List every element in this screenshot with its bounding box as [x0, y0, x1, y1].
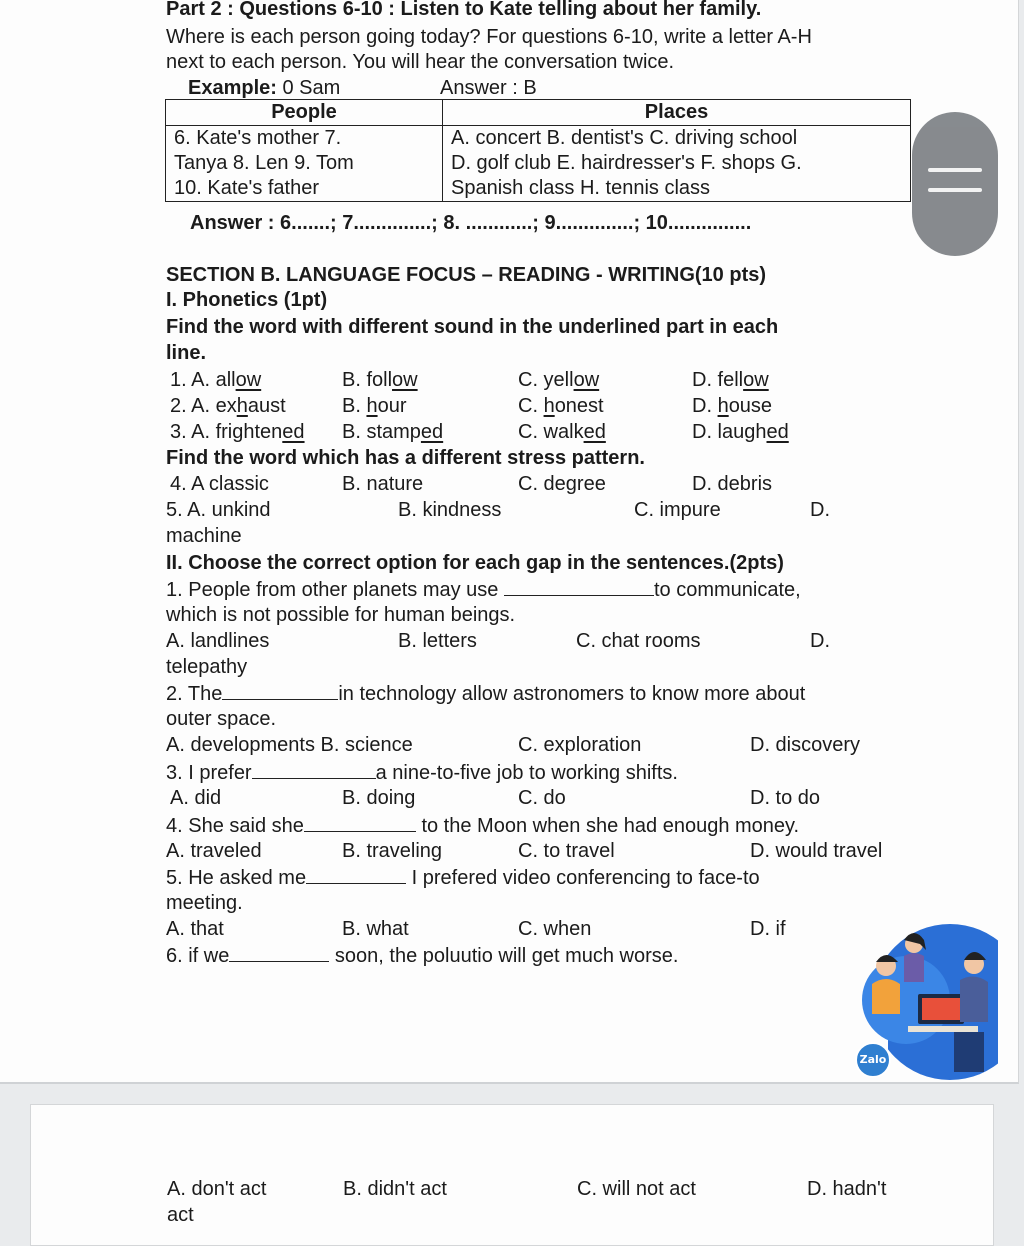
gap-q5-b: B. what: [342, 918, 409, 940]
option-text: aust: [247, 395, 286, 417]
sentence-text: 4. She said she: [166, 815, 304, 837]
gap-q2-d: D. discovery: [750, 734, 861, 756]
underlined-part: ed: [766, 421, 789, 443]
option-text: onest: [554, 395, 604, 417]
sentence-text: to communicate,: [653, 579, 801, 601]
gap-q1-a: A. landlines: [166, 630, 270, 652]
phonetics-q2-d: [692, 394, 772, 418]
underlined-part: ow: [235, 369, 262, 391]
underlined-part: h: [717, 395, 729, 417]
underlined-part: ed: [420, 421, 444, 443]
q6-option-d-wrap: act: [167, 1204, 194, 1226]
header-people: People: [166, 100, 443, 126]
phonetics-q1-c: [518, 368, 599, 392]
gap-q1-line-2: which is not possible for human beings.: [166, 604, 516, 626]
gap-q5-c: C. when: [518, 918, 592, 940]
gap-q5-line: [166, 865, 760, 890]
stress-q5-d-wrap: machine: [166, 525, 242, 547]
answer-blank[interactable]: [306, 865, 406, 884]
places-line: A. concert B. dentist's C. driving school: [451, 127, 798, 149]
option-text: D.: [692, 395, 718, 417]
sentence-text: 2. The: [166, 683, 223, 705]
phonetics-q2-b: [342, 394, 406, 418]
option-text: 3. A. frighten: [170, 421, 283, 443]
stress-q4-c: C. degree: [518, 473, 606, 495]
answer-blank[interactable]: [229, 943, 329, 962]
gap-q5-a: A. that: [166, 918, 224, 940]
sentence-text: a nine-to-five job to working shifts.: [375, 762, 678, 784]
option-text: B. stamp: [342, 421, 421, 443]
gap-q5-d: D. if: [750, 918, 786, 940]
gap-q1-b: B. letters: [398, 630, 477, 652]
example-line: [188, 76, 340, 100]
part-ii-heading: II. Choose the correct option for each gap in the sentences.(2pts): [166, 552, 784, 574]
underlined-part: h: [543, 395, 555, 417]
option-text: 1. A. all: [170, 369, 236, 391]
answer-blank[interactable]: [504, 577, 654, 596]
sentence-text: I prefered video conferencing to face-to: [411, 867, 760, 889]
part2-instruction-2: next to each person. You will hear the conversation twice.: [166, 51, 675, 73]
stress-q4-a: 4. A classic: [170, 473, 269, 495]
q6-option-a: A. don't act: [167, 1178, 267, 1200]
answer-blank[interactable]: [304, 813, 416, 832]
scroll-handle[interactable]: [912, 112, 998, 256]
people-line: 10. Kate's father: [174, 177, 320, 199]
gap-q3-d: D. to do: [750, 787, 821, 809]
sentence-text: to the Moon when she had enough money.: [421, 815, 800, 837]
gap-q4-b: B. traveling: [342, 840, 443, 862]
underlined-part: h: [366, 395, 378, 417]
phonetics-q3-c: [518, 420, 606, 444]
grip-line: [928, 168, 982, 172]
grip-line: [928, 188, 982, 192]
gap-q1-d: D.: [810, 630, 830, 652]
stress-q4-d: D. debris: [692, 473, 773, 495]
sentence-text: 3. I prefer: [166, 762, 252, 784]
gap-q2-c: C. exploration: [518, 734, 642, 756]
option-text: 2. A. ex: [170, 395, 237, 417]
sentence-text: in technology allow astronomers to know more about: [338, 683, 806, 705]
table-row: [166, 126, 911, 202]
stress-q5-c: C. impure: [634, 499, 721, 521]
gap-q3-line: [166, 760, 678, 785]
gap-q1-d-wrap: telepathy: [166, 656, 248, 678]
option-text: ouse: [728, 395, 773, 417]
gap-q1-line: [166, 577, 801, 602]
underlined-part: h: [236, 395, 248, 417]
option-text: C.: [518, 395, 544, 417]
option-text: D. fell: [692, 369, 744, 391]
answer-line: Answer : 6.......; 7..............; 8. ............; 9..............; 10...............: [190, 212, 752, 234]
phonetics-q3-b: [342, 420, 443, 444]
sentence-text: 6. if we: [166, 945, 230, 967]
sound-instruction-1: Find the word with different sound in the underlined part in each: [166, 316, 779, 338]
phonetics-heading: I. Phonetics (1pt): [166, 289, 328, 311]
example-label: Example:: [188, 77, 277, 99]
sentence-text: 1. People from other planets may use: [166, 579, 499, 601]
worksheet-page-2: [30, 1104, 994, 1246]
gap-q4-line: [166, 813, 799, 838]
zalo-badge[interactable]: Zalo: [855, 1042, 891, 1078]
sentence-text: soon, the poluutio will get much worse.: [334, 945, 679, 967]
phonetics-q2-c: [518, 394, 604, 418]
option-text: our: [377, 395, 407, 417]
gap-q1-c: C. chat rooms: [576, 630, 701, 652]
option-text: B. foll: [342, 369, 393, 391]
people-line: 6. Kate's mother 7.: [174, 127, 342, 149]
sound-instruction-2: line.: [166, 342, 207, 364]
phonetics-q2-a: [170, 394, 286, 418]
sentence-text: 5. He asked me: [166, 867, 307, 889]
places-line: Spanish class H. tennis class: [451, 177, 711, 199]
places-line: D. golf club E. hairdresser's F. shops G.: [451, 152, 802, 174]
section-b-title: SECTION B. LANGUAGE FOCUS – READING - WRITING(10 pts): [166, 264, 767, 286]
q6-option-c: C. will not act: [577, 1178, 696, 1200]
header-places: Places: [443, 100, 911, 126]
gap-q6-line: [166, 943, 678, 968]
stress-instruction: Find the word which has a different stress pattern.: [166, 447, 645, 469]
part2-title: Part 2 : Questions 6-10 : Listen to Kate telling about her family.: [166, 0, 762, 20]
gap-q4-c: C. to travel: [518, 840, 615, 862]
phonetics-q1-d: [692, 368, 769, 392]
stress-q5-a: 5. A. unkind: [166, 499, 271, 521]
q6-option-d: D. hadn't: [807, 1178, 887, 1200]
gap-q3-c: C. do: [518, 787, 566, 809]
part2-instruction-1: Where is each person going today? For questions 6-10, write a letter A-H: [166, 26, 812, 48]
underlined-part: ed: [282, 421, 305, 443]
phonetics-q3-d: [692, 420, 789, 444]
underlined-part: ow: [743, 369, 769, 391]
q6-option-b: B. didn't act: [343, 1178, 447, 1200]
stress-q5-d: D.: [810, 499, 830, 521]
phonetics-q1-b: [342, 368, 418, 392]
underlined-part: ed: [583, 421, 606, 443]
underlined-part: ow: [573, 369, 600, 391]
example-value: 0 Sam: [276, 77, 341, 99]
gap-q2-a: A. developments B. science: [166, 734, 413, 756]
people-places-table: [165, 99, 911, 202]
phonetics-q3-a: [170, 420, 305, 444]
option-text: D. laugh: [692, 421, 767, 443]
table-header-row: [166, 100, 911, 126]
gap-q4-a: A. traveled: [166, 840, 262, 862]
answer-blank[interactable]: [252, 760, 376, 779]
gap-q2-line-2: outer space.: [166, 708, 277, 730]
people-line: Tanya 8. Len 9. Tom: [174, 152, 354, 174]
phonetics-q1-a: [170, 368, 261, 392]
gap-q3-a: A. did: [170, 787, 222, 809]
answer-blank[interactable]: [222, 681, 338, 700]
gap-q3-b: B. doing: [342, 787, 416, 809]
people-cell: [166, 126, 443, 202]
stress-q5-b: B. kindness: [398, 499, 502, 521]
option-text: C. yell: [518, 369, 574, 391]
gap-q4-d: D. would travel: [750, 840, 883, 862]
gap-q2-line: [166, 681, 805, 706]
underlined-part: ow: [392, 369, 418, 391]
option-text: B.: [342, 395, 367, 417]
places-cell: [443, 126, 911, 202]
gap-q5-line-2: meeting.: [166, 892, 243, 914]
example-answer: Answer : B: [440, 77, 537, 99]
stress-q4-b: B. nature: [342, 473, 424, 495]
option-text: C. walk: [518, 421, 584, 443]
